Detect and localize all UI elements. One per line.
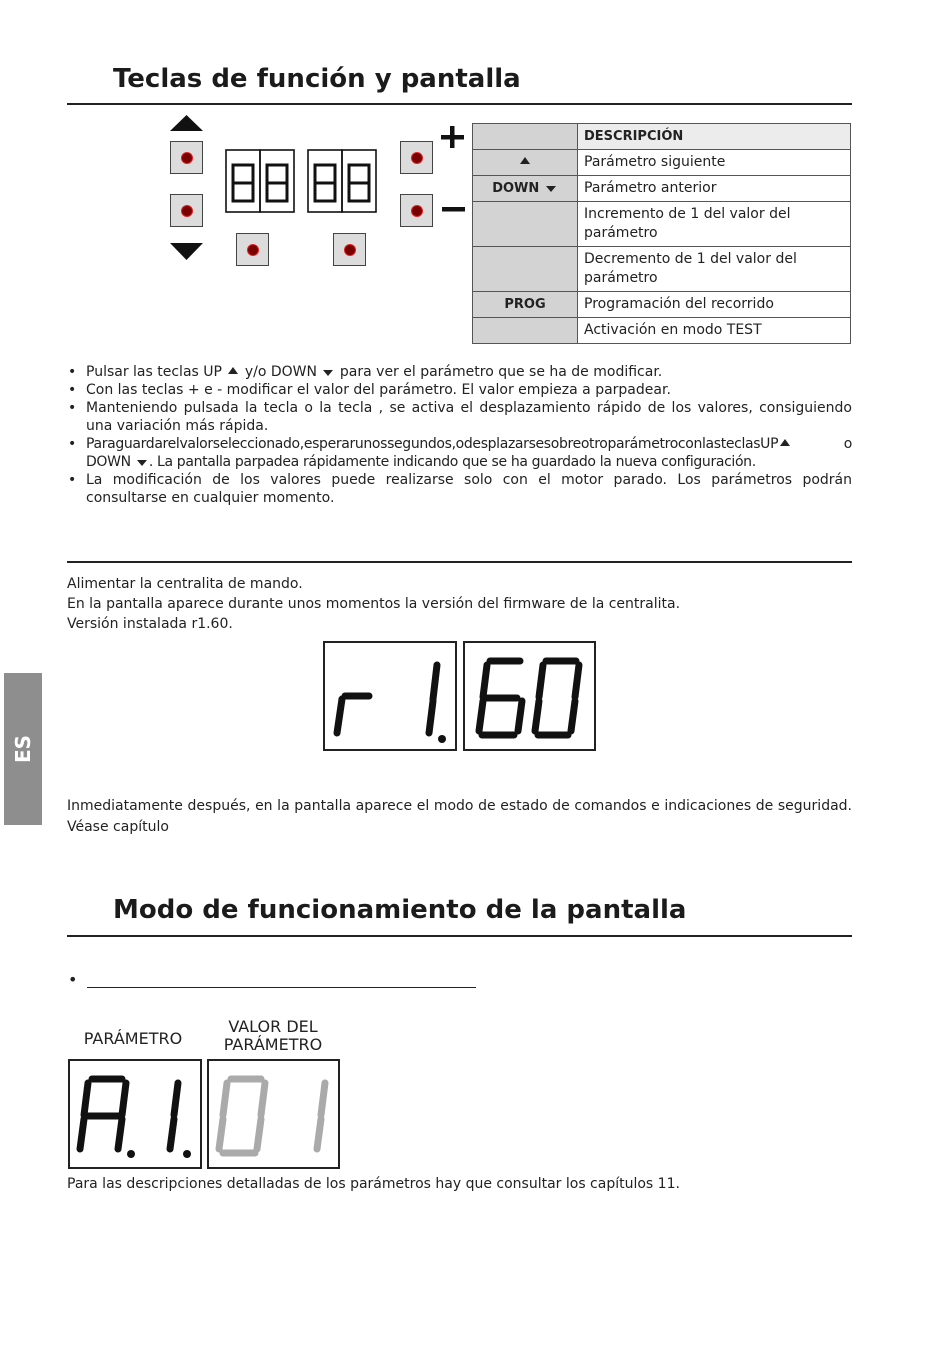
list-item: • Pulsar las teclas UP y/o DOWN para ver el parámetro que se ha de modificar. [67,363,852,381]
table-row [473,202,851,247]
up-arrow-icon [520,157,530,164]
list-item: • Paraguardarelvalorseleccionado,esperarunossegundos,odesplazarsesobreotroparámetroconlasteclasUP o DOWN . La pantalla parpadea rápidamente indicando que se ha guardado la nueva configuración. [67,435,852,471]
blank-line [87,987,476,988]
table-header-row [473,124,851,150]
list-item: • Con las teclas + e - modificar el valor del parámetro. El valor empieza a parpadear. [67,381,852,399]
section-rule [67,103,852,105]
parameter-display [68,1059,202,1169]
section-rule [67,935,852,937]
table-cell-desc: Parámetro anterior [578,176,851,202]
table-row [473,176,851,202]
firmware-display-left [323,641,457,751]
down-arrow-icon [170,243,203,260]
table-row [473,247,851,292]
seven-segment-display [226,150,376,212]
paragraph: Alimentar la centralita de mando. En la pantalla aparece durante unos momentos la versión del firmware de la centralita. Versión instalada r1.60. [67,576,681,632]
instructions-list [67,363,852,507]
up-arrow-icon [780,439,790,446]
up-arrow-icon [170,115,203,131]
table-row [473,150,851,176]
firmware-display-right [463,641,596,751]
bullet-dot: • [68,970,78,989]
up-button[interactable] [170,141,203,174]
table-row [473,292,851,318]
prog-button[interactable] [236,233,269,266]
section-rule [67,561,852,563]
table-cell-key: DOWN [492,181,540,196]
down-arrow-icon [546,186,556,192]
footnote: Para las descripciones detalladas de los parámetros hay que consultar los capítulos 11. [67,1176,680,1192]
minus-icon [442,207,465,212]
test-button[interactable] [333,233,366,266]
keys-description-table [472,123,851,344]
table-cell-desc: Incremento de 1 del valor del parámetro [578,202,851,247]
firmware-digits-r1 [325,643,455,749]
table-cell-key: PROG [473,292,578,318]
plus-button[interactable] [400,141,433,174]
section-title-keys: Teclas de función y pantalla [113,64,521,94]
minus-button[interactable] [400,194,433,227]
table-header-desc: DESCRIPCIÓN [578,124,851,150]
down-arrow-icon [137,460,147,466]
firmware-digits-60 [465,643,594,749]
label-parameter: PARÁMETRO [83,1029,183,1048]
section-title-display-mode: Modo de funcionamiento de la pantalla [113,895,687,925]
table-cell-desc: Decremento de 1 del valor del parámetro [578,247,851,292]
parameter-digits-A1 [70,1061,200,1167]
up-arrow-icon [228,367,238,374]
language-side-tab: ES [4,673,42,825]
table-cell-desc: Programación del recorrido [578,292,851,318]
control-panel-illustration [165,110,470,275]
parameter-value-display [207,1059,340,1169]
list-item: • La modificación de los valores puede realizarse solo con el motor parado. Los parámetros podrán consultarse en cualquier momento. [67,471,852,507]
table-row [473,318,851,344]
parameter-value-digits-01 [209,1061,338,1167]
table-cell-desc: Activación en modo TEST [578,318,851,344]
down-arrow-icon [323,370,333,376]
table-cell-desc: Parámetro siguiente [578,150,851,176]
list-item: • Manteniendo pulsada la tecla o la tecla , se activa el desplazamiento rápido de los valores, consiguiendo una variación más rápida. [67,399,852,435]
paragraph: Inmediatamente después, en la pantalla aparece el modo de estado de comandos e indicaciones de seguridad. Véase capítulo [67,798,852,835]
label-parameter-value: VALOR DEL PARÁMETRO [223,1017,323,1054]
plus-icon [441,126,464,148]
down-button[interactable] [170,194,203,227]
